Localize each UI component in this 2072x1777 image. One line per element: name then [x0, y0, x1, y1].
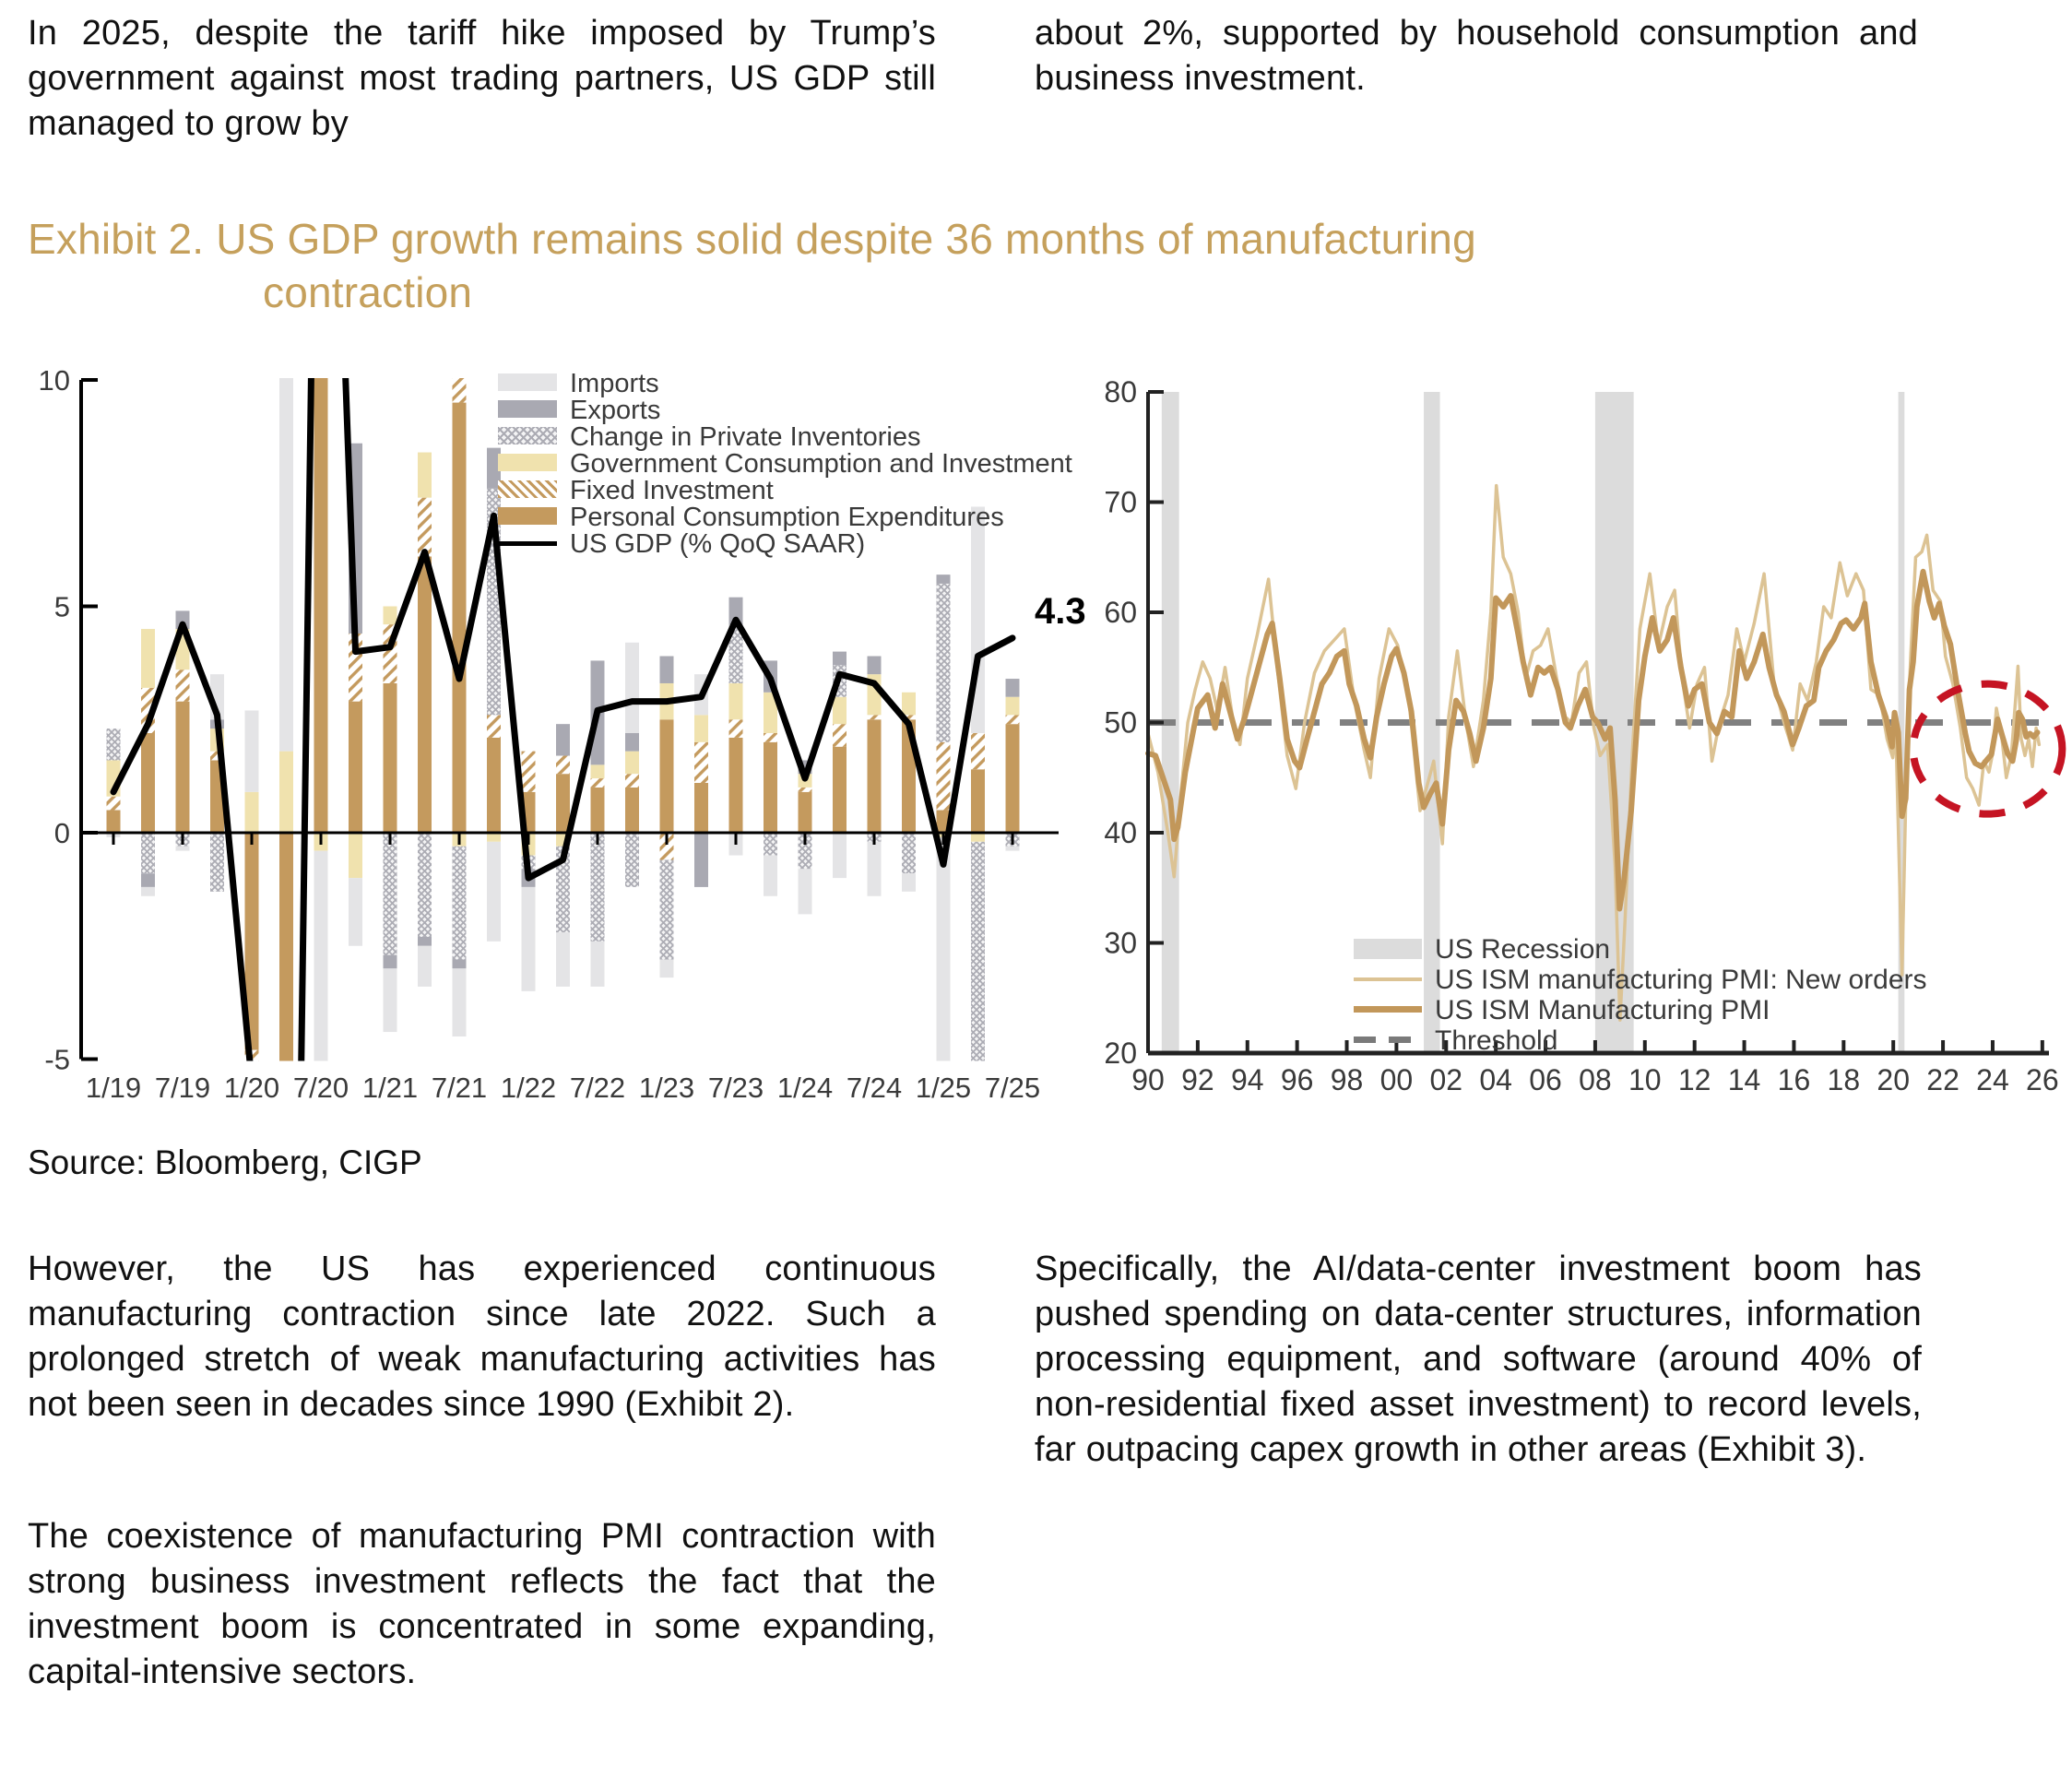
- legend-label: US GDP (% QoQ SAAR): [570, 529, 866, 559]
- legend-item-pce: [498, 504, 1072, 531]
- fix-swatch-icon: [498, 480, 557, 498]
- svg-text:30: 30: [1104, 926, 1137, 960]
- legend-item-fix: [498, 478, 1072, 504]
- svg-text:1/21: 1/21: [361, 1072, 419, 1104]
- intro-paragraph-left: In 2025, despite the tariff hike imposed by Trump’s government against most trading partners, US GDP still managed to grow by: [28, 14, 936, 143]
- svg-text:14: 14: [1727, 1063, 1761, 1096]
- svg-text:80: 80: [1104, 375, 1137, 409]
- svg-text:02: 02: [1429, 1063, 1463, 1096]
- legend-item-thin: [1354, 966, 1927, 996]
- svg-text:04: 04: [1479, 1063, 1512, 1096]
- svg-text:1/19: 1/19: [85, 1072, 142, 1104]
- recession-swatch-icon: [1354, 939, 1422, 959]
- svg-text:98: 98: [1330, 1063, 1364, 1096]
- exp-swatch-icon: [498, 400, 557, 418]
- pmi-contraction-highlight: [1913, 684, 2063, 814]
- legend-label: Exports: [570, 396, 661, 425]
- svg-text:0: 0: [53, 817, 70, 849]
- svg-text:50: 50: [1104, 705, 1137, 740]
- exhibit-title-line2: contraction: [263, 268, 473, 316]
- legend-label: Fixed Investment: [570, 476, 774, 505]
- pmi-chart-legend: [1354, 935, 1927, 1057]
- svg-text:16: 16: [1777, 1063, 1811, 1096]
- body-paragraph-left-1: However, the US has experienced continuous manufacturing contraction since late 2022. Such a prolonged stretch of weak manufacturing activities has not been seen in decades since 1990 (Exhibit 2).: [28, 1250, 936, 1424]
- svg-text:26: 26: [2026, 1063, 2059, 1096]
- exhibit-title: [28, 212, 1890, 319]
- svg-text:40: 40: [1104, 816, 1137, 849]
- svg-text:70: 70: [1104, 485, 1137, 519]
- dash-swatch-icon: [1354, 1037, 1422, 1043]
- gov-swatch-icon: [498, 454, 557, 471]
- legend-label: Change in Private Inventories: [570, 422, 921, 452]
- gdp-chart-legend: [498, 371, 1072, 558]
- legend-item-gov: [498, 451, 1072, 478]
- imp-swatch-icon: [498, 373, 557, 391]
- svg-text:10: 10: [38, 364, 70, 397]
- thin-swatch-icon: [1354, 977, 1422, 981]
- svg-text:1/20: 1/20: [223, 1072, 280, 1104]
- thick-swatch-icon: [1354, 1006, 1422, 1013]
- intro-paragraph-right: about 2%, supported by household consumption and business investment.: [1035, 14, 1918, 98]
- svg-text:92: 92: [1181, 1063, 1214, 1096]
- legend-label: Threshold: [1435, 1025, 1558, 1056]
- svg-text:1/23: 1/23: [638, 1072, 695, 1104]
- svg-text:7/22: 7/22: [569, 1072, 626, 1104]
- svg-text:08: 08: [1579, 1063, 1612, 1096]
- line-swatch-icon: [498, 541, 557, 546]
- svg-text:06: 06: [1529, 1063, 1562, 1096]
- svg-text:18: 18: [1827, 1063, 1861, 1096]
- svg-text:20: 20: [1104, 1037, 1137, 1070]
- svg-text:94: 94: [1230, 1063, 1264, 1096]
- body-paragraph-right-1: Specifically, the AI/data-center investment boom has pushed spending on data-center structures, information processing equipment, and software (around 40% of non-residential fixed asset investment) to record levels, far outpacing capex growth in other areas (Exhibit 3).: [1035, 1250, 1922, 1469]
- svg-text:1/25: 1/25: [915, 1072, 972, 1104]
- inv-swatch-icon: [498, 427, 557, 444]
- legend-item-thick: [1354, 996, 1927, 1026]
- svg-text:7/20: 7/20: [292, 1072, 349, 1104]
- svg-text:7/19: 7/19: [154, 1072, 211, 1104]
- svg-text:00: 00: [1379, 1063, 1414, 1096]
- svg-text:5: 5: [53, 590, 70, 623]
- svg-text:7/24: 7/24: [846, 1072, 903, 1104]
- svg-text:22: 22: [1926, 1063, 1960, 1096]
- svg-text:1/22: 1/22: [500, 1072, 557, 1104]
- svg-text:24: 24: [1976, 1063, 2009, 1096]
- legend-item-inv: [498, 424, 1072, 451]
- legend-label: Government Consumption and Investment: [570, 449, 1072, 479]
- gdp-latest-value-label: 4.3: [1035, 590, 1086, 632]
- svg-text:7/23: 7/23: [707, 1072, 764, 1104]
- legend-label: US ISM manufacturing PMI: New orders: [1435, 965, 1927, 995]
- exhibit-title-line1: Exhibit 2. US GDP growth remains solid despite 36 months of manufacturing: [28, 215, 1476, 263]
- svg-text:1/24: 1/24: [776, 1072, 834, 1104]
- svg-text:12: 12: [1677, 1063, 1711, 1096]
- svg-text:7/25: 7/25: [984, 1072, 1041, 1104]
- svg-text:20: 20: [1877, 1063, 1910, 1096]
- svg-text:60: 60: [1104, 596, 1137, 629]
- svg-text:90: 90: [1131, 1063, 1165, 1096]
- legend-item-imp: [498, 371, 1072, 397]
- source-note: Source: Bloomberg, CIGP: [28, 1143, 422, 1181]
- legend-label: US ISM Manufacturing PMI: [1435, 995, 1770, 1025]
- svg-text:7/21: 7/21: [431, 1072, 488, 1104]
- legend-label: US Recession: [1435, 934, 1611, 965]
- legend-label: Personal Consumption Expenditures: [570, 503, 1004, 532]
- legend-item-line: [498, 531, 1072, 558]
- legend-item-dash: [1354, 1026, 1927, 1057]
- svg-text:96: 96: [1280, 1063, 1314, 1096]
- body-paragraph-left-2: The coexistence of manufacturing PMI contraction with strong business investment reflects the fact that the investment boom is concentrated in some expanding, capital-intensive sectors.: [28, 1517, 936, 1691]
- svg-text:10: 10: [1628, 1063, 1662, 1096]
- legend-item-exp: [498, 397, 1072, 424]
- pce-swatch-icon: [498, 507, 557, 525]
- legend-label: Imports: [570, 369, 659, 398]
- legend-item-recession: [1354, 935, 1927, 966]
- svg-text:-5: -5: [44, 1043, 70, 1076]
